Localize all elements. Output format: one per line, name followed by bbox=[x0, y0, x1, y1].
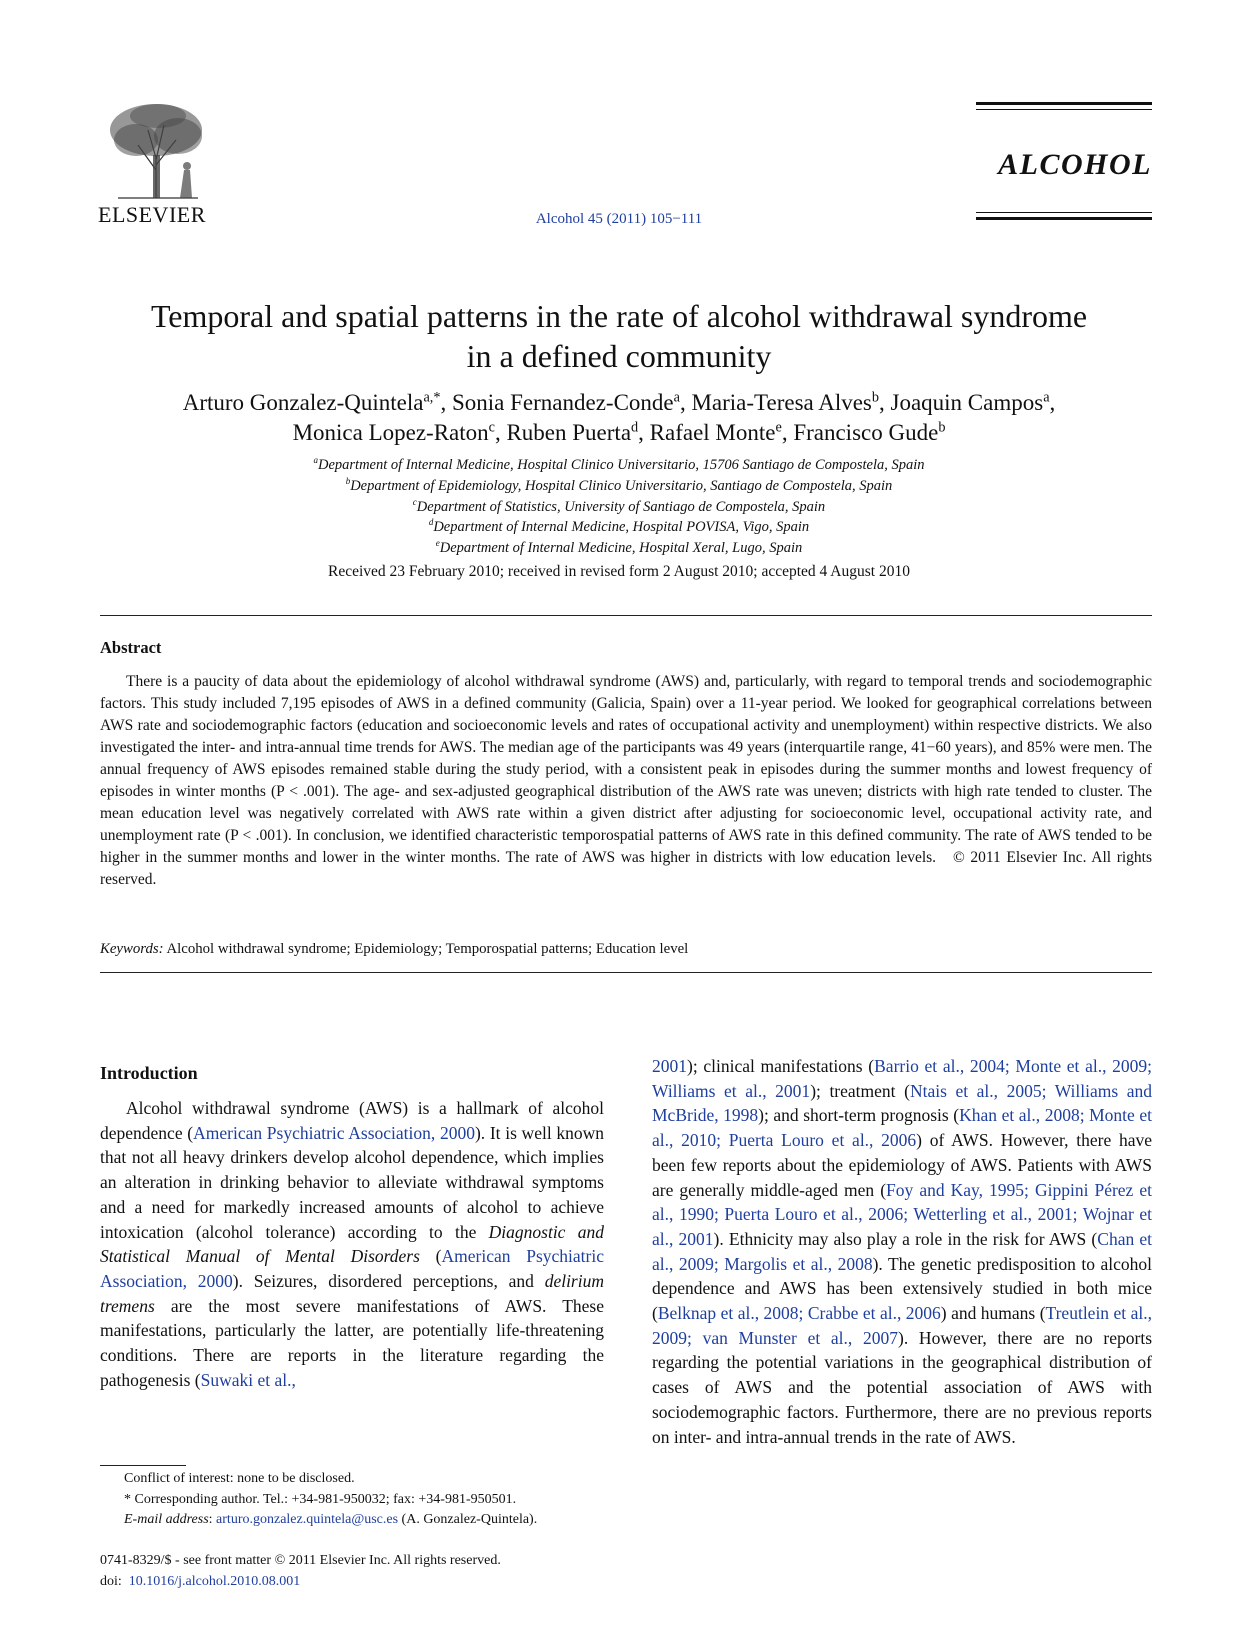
affiliation-text: Department of Internal Medicine, Hospital Clinico Universitario, 15706 Santiago de Compostela, Spain bbox=[317, 457, 925, 473]
affiliation bbox=[90, 497, 1148, 518]
body-text: ( bbox=[419, 1246, 442, 1267]
affiliation bbox=[90, 538, 1148, 559]
footnote-conflict: Conflict of interest: none to be disclosed. bbox=[124, 1471, 355, 1486]
journal-citation[interactable]: Alcohol 45 (2011) 105−111 bbox=[535, 211, 703, 227]
author-separator: , bbox=[679, 390, 692, 415]
affiliation bbox=[90, 517, 1148, 538]
section-heading: Introduction bbox=[100, 1063, 198, 1083]
author-separator: , bbox=[494, 420, 507, 445]
citation-link[interactable]: Treutlein et al., 2009; van Munster et al., 2007 bbox=[652, 1303, 1152, 1348]
abstract-copyright: © 2011 Elsevier Inc. All rights reserved. bbox=[100, 849, 1152, 888]
keywords bbox=[100, 941, 688, 958]
citation-link[interactable]: 2001 bbox=[652, 1056, 687, 1076]
footnotes bbox=[100, 1469, 610, 1531]
keywords-text: Alcohol withdrawal syndrome; Epidemiology; Temporospatial patterns; Education level bbox=[166, 941, 689, 957]
author-separator: , bbox=[879, 390, 891, 415]
affiliation-text: Department of Internal Medicine, Hospital POVISA, Vigo, Spain bbox=[433, 519, 810, 536]
abstract-heading: Abstract bbox=[100, 638, 162, 657]
body-text: are the most severe manifestations of AWS. These manifestations, particularly the latter, are potentially life-threatening conditions. There are reports in the literature regarding the pathogenesis ( bbox=[100, 1295, 604, 1390]
divider bbox=[100, 615, 1152, 616]
journal-masthead bbox=[976, 102, 1152, 226]
body-text: ). Seizures, disordered perceptions, and bbox=[232, 1270, 545, 1291]
body-text: ); clinical manifestations ( bbox=[687, 1056, 875, 1076]
abstract-text: There is a paucity of data about the epidemiology of alcohol withdrawal syndrome (AWS) and, particularly, with regard to temporal trends and sociodemographic factors. This study included 7,195 episodes of AWS in a defined community (Galicia, Spain) over a 11-year period. We looked for geographical correlations between AWS rate and sociodemographic factors (education and socioeconomic levels and rates of occupational activity and unemployment) within respective districts. We also investigated the inter- and intra-annual time trends for AWS. The median age of the participants was 49 years (interquartile range, 41−60 years), and 85% were men. The annual frequency of AWS episodes remained stable during the study period, with a consistent peak in episodes during the summer months and lowest frequency of episodes in winter months (P < .001). The age- and sex-adjusted geographical distribution of the AWS rate was uneven; districts with high rate tended to cluster. The mean education level was negatively correlated with AWS rate within a given district after adjusting for socioeconomic level, occupational activity rate, and unemployment rate (P < .001). In conclusion, we identified characteristic temporospatial patterns of AWS rate in this defined community. The rate of AWS tended to be higher in the summer months and lower in the winter months. The rate of AWS was higher in districts with low education levels. bbox=[100, 673, 1152, 866]
affiliation-list bbox=[90, 455, 1148, 559]
body-text: ). Ethnicity may also play a role in the risk for AWS ( bbox=[713, 1228, 1098, 1249]
publisher-name: ELSEVIER bbox=[98, 202, 206, 227]
author-affiliation-mark: a bbox=[1043, 389, 1050, 406]
citation-link[interactable]: Chan et al., 2009; Margolis et al., 2008 bbox=[652, 1228, 1152, 1274]
front-matter bbox=[100, 1551, 610, 1592]
front-matter-text: 0741-8329/$ - see front matter © 2011 Elsevier Inc. All rights reserved. bbox=[100, 1553, 501, 1568]
journal-title: ALCOHOL bbox=[998, 148, 1152, 181]
left-column-text bbox=[100, 1096, 604, 1392]
author-separator: , bbox=[1049, 390, 1056, 415]
body-text: ). The genetic predisposition to alcohol dependence and AWS has been extensively studied in both mice ( bbox=[652, 1253, 1152, 1324]
doi-label: doi: bbox=[100, 1573, 122, 1589]
citation-link[interactable]: American Psychiatric Association, 2000 bbox=[193, 1122, 475, 1143]
author-list bbox=[90, 388, 1148, 448]
author-name: Monica Lopez-Raton bbox=[292, 420, 489, 445]
body-text: ); and short-term prognosis ( bbox=[758, 1105, 960, 1126]
author-name: Sonia Fernandez-Conde bbox=[452, 390, 674, 415]
email-owner: (A. Gonzalez-Quintela). bbox=[398, 1512, 538, 1527]
article-title-line: Temporal and spatial patterns in the rate of alcohol withdrawal syndrome bbox=[150, 298, 1088, 334]
body-text: ). However, there are no reports regarding the potential variations in the geographical distribution of cases of AWS and the potential association of AWS with sociodemographic factors. Furthermore, there are no previous reports on inter- and intra-annual trends in the rate of AWS. bbox=[652, 1327, 1153, 1447]
citation-link[interactable]: Suwaki et al., bbox=[200, 1369, 296, 1390]
author-name: Ruben Puerta bbox=[506, 420, 632, 445]
affiliation-mark: a bbox=[313, 455, 318, 466]
author-affiliation-mark: e bbox=[775, 419, 782, 436]
affiliation-mark: b bbox=[345, 475, 351, 486]
elsevier-tree-logo-icon bbox=[98, 100, 216, 200]
doi-line bbox=[100, 1572, 610, 1593]
author-separator: , bbox=[440, 390, 452, 415]
affiliation bbox=[90, 476, 1148, 497]
author-affiliation-mark: b bbox=[871, 389, 879, 406]
affiliation-text: Department of Statistics, University of Santiago de Compostela, Spain bbox=[416, 498, 826, 515]
doi-link[interactable]: 10.1016/j.alcohol.2010.08.001 bbox=[128, 1573, 301, 1589]
author-affiliation-mark: d bbox=[631, 419, 639, 436]
author-affiliation-mark: c bbox=[488, 419, 495, 436]
citation-link[interactable]: Barrio et al., 2004; Monte et al., 2009; Williams et al., 2001 bbox=[652, 1056, 1153, 1101]
received-dates: Received 23 February 2010; received in revised form 2 August 2010; accepted 4 August 2010 bbox=[328, 563, 910, 580]
citation-link[interactable]: Belknap et al., 2008; Crabbe et al., 2006 bbox=[657, 1303, 941, 1324]
divider bbox=[100, 972, 1152, 973]
author-name: Joaquin Campos bbox=[890, 390, 1044, 415]
body-text: Alcohol withdrawal syndrome (AWS) is a hallmark of alcohol dependence ( bbox=[100, 1098, 604, 1143]
citation-link[interactable]: Foy and Kay, 1995; Gippini Pérez et al., 1990; Puerta Louro et al., 2006; Wetterling et al., 2001; Wojnar et al., 2001 bbox=[652, 1179, 1152, 1249]
author-name: Francisco Gude bbox=[793, 420, 939, 445]
author-separator: , bbox=[781, 420, 794, 445]
affiliation-text: Department of Epidemiology, Hospital Clinico Universitario, Santiago de Compostela, Spain bbox=[350, 477, 893, 494]
affiliation-mark: c bbox=[412, 496, 417, 507]
body-text: ). It is well known that not all heavy drinkers develop alcohol dependence, which implies an alteration in drinking behavior to alleviate withdrawal symptoms and a need for markedly increased amounts of alcohol to achieve intoxication (alcohol tolerance) according to the bbox=[100, 1122, 605, 1242]
citation-link[interactable]: American Psychiatric Association, 2000 bbox=[100, 1246, 605, 1291]
author-name: Rafael Monte bbox=[649, 420, 776, 445]
author-affiliation-mark: b bbox=[938, 419, 946, 436]
article-title bbox=[90, 296, 1148, 376]
italic-text: delirium tremens bbox=[100, 1270, 604, 1316]
body-text: ) and humans ( bbox=[940, 1303, 1046, 1324]
affiliation-text: Department of Internal Medicine, Hospital Xeral, Lugo, Spain bbox=[439, 540, 803, 557]
footnote-email: E-mail address: arturo.gonzalez.quintela@usc.es (A. Gonzalez-Quintela). bbox=[124, 1512, 538, 1527]
affiliation bbox=[90, 455, 1148, 476]
body-text: ) of AWS. However, there have been few reports about the epidemiology of AWS. Patients with AWS are generally middle-aged men ( bbox=[652, 1130, 1152, 1200]
italic-text: Diagnostic and Statistical Manual of Mental Disorders bbox=[100, 1221, 604, 1267]
keywords-label: Keywords: bbox=[100, 941, 164, 957]
body-text: ); treatment ( bbox=[810, 1080, 910, 1101]
article-title-line: in a defined community bbox=[466, 338, 772, 374]
footnote-corresponding: * Corresponding author. Tel.: +34-981-950032; fax: +34-981-950501. bbox=[124, 1491, 517, 1507]
affiliation-mark: e bbox=[435, 538, 440, 549]
author-affiliation-mark: a,* bbox=[423, 389, 441, 406]
footnote-divider bbox=[100, 1465, 186, 1466]
author-name: Arturo Gonzalez-Quintela bbox=[182, 390, 424, 415]
citation-link[interactable]: Ntais et al., 2005; Williams and McBride, 1998 bbox=[652, 1080, 1153, 1126]
author-affiliation-mark: a bbox=[673, 389, 680, 406]
email-link[interactable]: arturo.gonzalez.quintela@usc.es bbox=[216, 1512, 399, 1527]
right-column-text bbox=[652, 1054, 1152, 1449]
author-name: Maria-Teresa Alves bbox=[691, 390, 872, 415]
affiliation-mark: d bbox=[428, 517, 434, 528]
abstract-body bbox=[100, 671, 1152, 891]
author-separator: , bbox=[638, 420, 650, 445]
email-label: E-mail address bbox=[124, 1512, 209, 1527]
citation-link[interactable]: Khan et al., 2008; Monte et al., 2010; Puerta Louro et al., 2006 bbox=[652, 1105, 1152, 1151]
